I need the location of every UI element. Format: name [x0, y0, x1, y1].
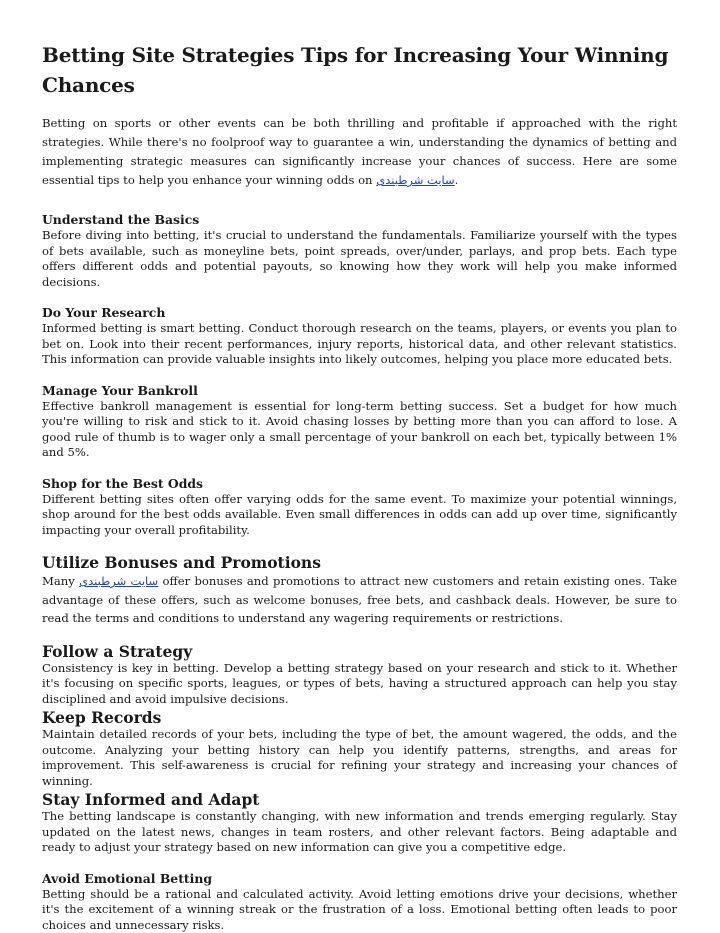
section-heading: Do Your Research: [42, 305, 677, 321]
section-keep-records: [42, 708, 677, 789]
section-heading: Utilize Bonuses and Promotions: [42, 553, 677, 572]
page-title: Betting Site Strategies Tips for Increasing Your Winning Chances: [42, 40, 677, 100]
section-body: Before diving into betting, it's crucial to understand the fundamentals. Familiarize yourself with the types of bets available, such as moneyline bets, point spreads, over/under, parlays, and prop bets. Each type offers different odds and potential payouts, so knowing how they work will help you make informed decisions.: [42, 228, 677, 290]
intro-period: .: [455, 173, 459, 187]
intro-section: [42, 114, 677, 190]
section-heading: Understand the Basics: [42, 212, 677, 228]
section-heading: Stay Informed and Adapt: [42, 790, 677, 809]
section-heading: Manage Your Bankroll: [42, 383, 677, 399]
section-heading: Avoid Emotional Betting: [42, 871, 677, 887]
section-body: Betting should be a rational and calculated activity. Avoid letting emotions drive your decisions, whether it's the excitement of a winning streak or the frustration of a loss. Emotional betting often leads to poor choices and unnecessary risks.: [42, 887, 677, 933]
section-manage-bankroll: [42, 383, 677, 461]
section-stay-informed: [42, 790, 677, 856]
section-understand-basics: [42, 212, 677, 290]
intro-text: Betting on sports or other events can be both thrilling and profitable if approached with the right strategies. While there's no foolproof way to guarantee a win, understanding the dynamics of betting and implementing strategic measures can significantly increase your chances of success. Here are some essential tips to help you enhance your winning odds on: [42, 116, 677, 187]
section-body: Different betting sites often offer varying odds for the same event. To maximize your potential winnings, shop around for the best odds available. Even small differences in odds can add up over time, significantly impacting your overall profitability.: [42, 492, 677, 539]
document-page: [42, 40, 677, 933]
section-body: The betting landscape is constantly changing, with new information and trends emerging regularly. Stay updated on the latest news, changes in team rosters, and other relevant factors. Being adaptable and ready to adjust your strategy based on new information can give you a competitive edge.: [42, 809, 677, 856]
bonus-text-post: offer bonuses and promotions to attract new customers and retain existing ones. Take advantage of these offers, such as welcome bonuses, free bets, and cashback deals. However, be sure to read the terms and conditions to understand any wagering requirements or restrictions.: [42, 574, 677, 625]
section-do-research: [42, 305, 677, 368]
section-bonuses: [42, 553, 677, 628]
betting-site-link[interactable]: سایت شرطبندی: [79, 574, 158, 588]
section-body: Effective bankroll management is essential for long-term betting success. Set a budget for how much you're willing to risk and stick to it. Avoid chasing losses by betting more than you can afford to lose. A good rule of thumb is to wager only a small percentage of your bankroll on each bet, typically between 1% and 5%.: [42, 399, 677, 461]
section-heading: Follow a Strategy: [42, 642, 677, 661]
betting-site-link[interactable]: سایت شرطبندی: [376, 173, 454, 187]
section-body: Informed betting is smart betting. Conduct thorough research on the teams, players, or events you plan to bet on. Look into their recent performances, injury reports, historical data, and other relevant statistics. This information can provide valuable insights into likely outcomes, helping you place more educated bets.: [42, 321, 677, 368]
section-body: [42, 572, 677, 628]
intro-paragraph: [42, 114, 677, 190]
section-body: Consistency is key in betting. Develop a betting strategy based on your research and stick to it. Whether it's focusing on specific sports, leagues, or types of bets, having a structured approach can help you stay disciplined and avoid impulsive decisions.: [42, 661, 677, 708]
section-heading: Shop for the Best Odds: [42, 476, 677, 492]
section-emotional-betting: [42, 871, 677, 933]
section-body: Maintain detailed records of your bets, including the type of bet, the amount wagered, the odds, and the outcome. Analyzing your betting history can help you identify patterns, strengths, and areas for improvement. This self-awareness is crucial for refining your strategy and increasing your chances of winning.: [42, 727, 677, 789]
bonus-text-pre: Many: [42, 574, 75, 588]
section-best-odds: [42, 476, 677, 539]
section-follow-strategy: [42, 642, 677, 708]
section-heading: Keep Records: [42, 708, 677, 727]
